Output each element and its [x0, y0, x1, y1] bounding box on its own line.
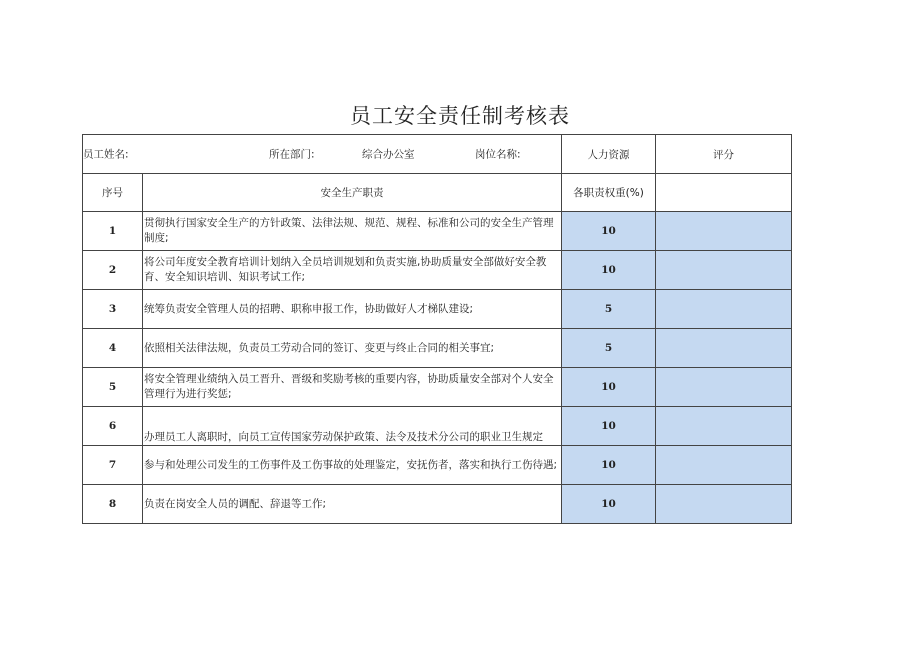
- employee-name-label: 员工姓名:: [83, 148, 129, 161]
- column-header-row: [83, 174, 792, 212]
- department-value: 综合办公室: [362, 148, 415, 161]
- row-index: 1: [83, 212, 143, 251]
- row-score-input[interactable]: [656, 368, 792, 407]
- duty-header: 安全生产职责: [143, 174, 562, 212]
- row-weight: 10: [562, 368, 656, 407]
- row-index: 5: [83, 368, 143, 407]
- table-row: [83, 290, 792, 329]
- row-index: 3: [83, 290, 143, 329]
- post-value: 人力资源: [562, 135, 656, 174]
- row-weight: 10: [562, 407, 656, 446]
- row-score-input[interactable]: [656, 446, 792, 485]
- table-row: [83, 368, 792, 407]
- row-index: 6: [83, 407, 143, 446]
- post-label: 岗位名称:: [475, 148, 521, 161]
- table-row: [83, 212, 792, 251]
- row-duty: 将公司年度安全教育培训计划纳入全员培训规划和负责实施,协助质量安全部做好安全教育、安全知识培训、知识考试工作;: [143, 251, 562, 290]
- header-row: [83, 135, 792, 174]
- assessment-table: [82, 134, 792, 524]
- row-duty: 办理员工人离职时，向员工宣传国家劳动保护政策、法令及技术分公司的职业卫生规定: [143, 407, 562, 446]
- row-score-input[interactable]: [656, 329, 792, 368]
- row-index: 8: [83, 485, 143, 524]
- row-duty: 依照相关法律法规，负责员工劳动合同的签订、变更与终止合同的相关事宜;: [143, 329, 562, 368]
- page-title: 员工安全责任制考核表: [350, 104, 570, 128]
- row-score-input[interactable]: [656, 212, 792, 251]
- table-row: [83, 251, 792, 290]
- row-weight: 10: [562, 212, 656, 251]
- table-row: [83, 485, 792, 524]
- row-weight: 5: [562, 329, 656, 368]
- row-score-input[interactable]: [656, 251, 792, 290]
- row-score-input[interactable]: [656, 485, 792, 524]
- table-row: [83, 446, 792, 485]
- row-duty: 负责在岗安全人员的调配、辞退等工作;: [143, 485, 562, 524]
- score-header: 评分: [656, 135, 792, 174]
- row-index: 2: [83, 251, 143, 290]
- table-row: [83, 329, 792, 368]
- table-row: [83, 407, 792, 446]
- row-weight: 10: [562, 446, 656, 485]
- row-weight: 5: [562, 290, 656, 329]
- row-duty: 统筹负责安全管理人员的招聘、职称申报工作，协助做好人才梯队建设;: [143, 290, 562, 329]
- score-header-blank: [656, 174, 792, 212]
- employee-info-cell: [83, 135, 562, 174]
- index-header: 序号: [83, 174, 143, 212]
- weight-header: 各职责权重(%): [562, 174, 656, 212]
- row-duty: 将安全管理业绩纳入员工晋升、晋级和奖励考核的重要内容，协助质量安全部对个人安全管理行为进行奖惩;: [143, 368, 562, 407]
- row-score-input[interactable]: [656, 407, 792, 446]
- department-label: 所在部门:: [269, 148, 315, 161]
- row-weight: 10: [562, 485, 656, 524]
- row-index: 4: [83, 329, 143, 368]
- row-duty: 贯彻执行国家安全生产的方针政策、法律法规、规范、规程、标准和公司的安全生产管理制度;: [143, 212, 562, 251]
- row-duty: 参与和处理公司发生的工伤事件及工伤事故的处理鉴定，安抚伤者，落实和执行工伤待遇;: [143, 446, 562, 485]
- row-weight: 10: [562, 251, 656, 290]
- row-score-input[interactable]: [656, 290, 792, 329]
- row-index: 7: [83, 446, 143, 485]
